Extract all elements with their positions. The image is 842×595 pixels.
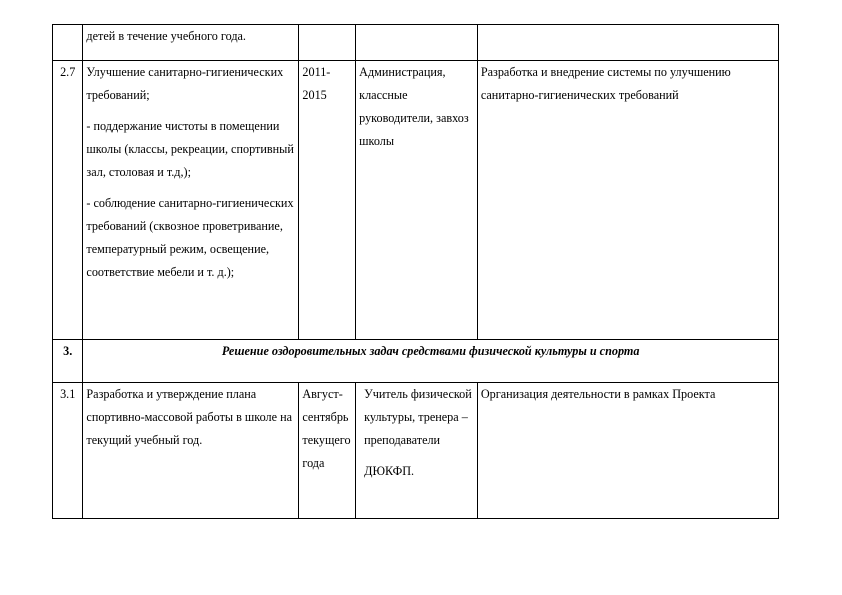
table-row xyxy=(53,61,779,340)
result-cell: Разработка и внедрение системы по улучшению санитарно-гигиенических требований xyxy=(477,61,778,340)
row-number xyxy=(53,25,83,61)
event-cell xyxy=(83,61,299,340)
table-row xyxy=(53,383,779,519)
event-text: детей в течение учебного года. xyxy=(86,29,246,43)
period-cell: 2011-2015 xyxy=(299,61,356,340)
responsible-cell xyxy=(356,25,478,61)
section-title: Решение оздоровительных задач средствами физической культуры и спорта xyxy=(83,340,779,383)
event-cell xyxy=(83,25,299,61)
event-text: Разработка и утверждение плана спортивно-массовой работы в школе на текущий учебный год. xyxy=(86,387,293,447)
result-cell: Организация деятельности в рамках Проекта xyxy=(477,383,778,519)
event-cell xyxy=(83,383,299,519)
responsible-cell xyxy=(356,383,478,519)
event-text: - поддержание чистоты в помещении школы (классы, рекреации, спортивный зал, столовая и т.д,); xyxy=(86,119,294,179)
event-text: - соблюдение санитарно-гигиенических требований (сквозное проветривание, температурный режим, освещение, соответствие мебели и т. д.); xyxy=(86,196,294,279)
result-cell xyxy=(477,25,778,61)
period-cell xyxy=(299,25,356,61)
period-cell: Август-сентябрь текущего года xyxy=(299,383,356,519)
responsible-cell: Администрация, классные руководители, завхоз школы xyxy=(356,61,478,340)
row-number: 2.7 xyxy=(53,61,83,340)
table-row xyxy=(53,25,779,61)
section-row xyxy=(53,340,779,383)
row-number: 3.1 xyxy=(53,383,83,519)
responsible-extra: ДЮКФП. xyxy=(364,464,415,478)
event-text: Улучшение санитарно-гигиенических требований; xyxy=(86,65,284,102)
section-number: 3. xyxy=(53,340,83,383)
activity-plan-table xyxy=(52,24,779,519)
responsible-text: Учитель физической культуры, тренера – преподаватели xyxy=(364,387,472,447)
